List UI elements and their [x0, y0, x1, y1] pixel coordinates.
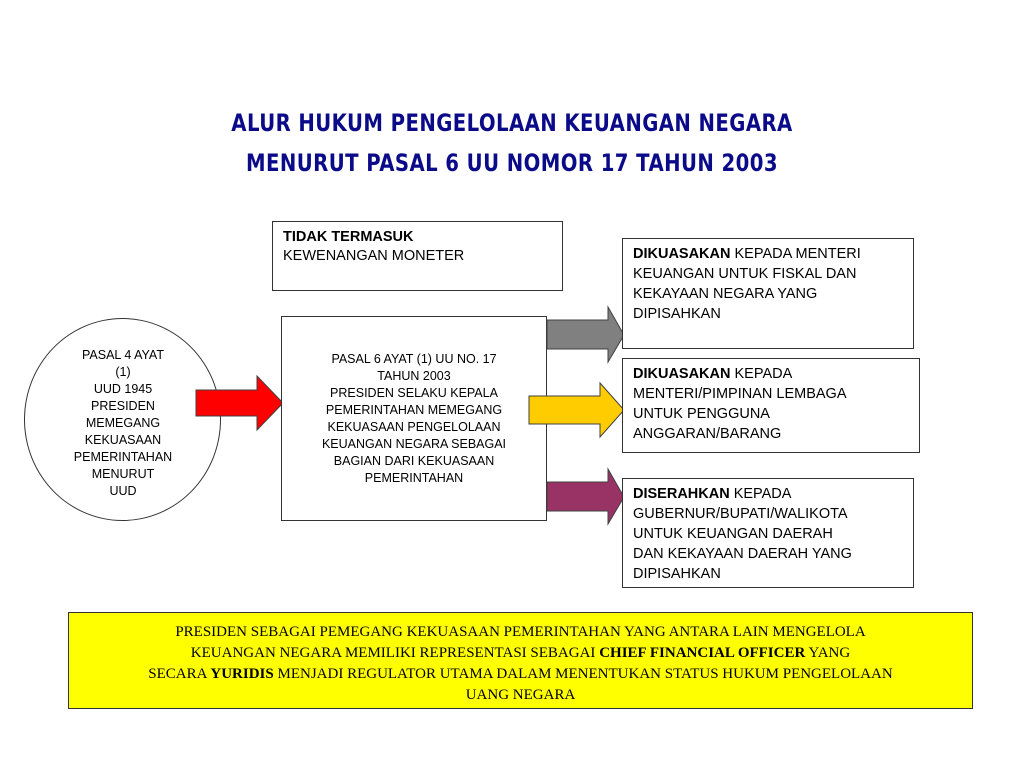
box-not-included-bold: TIDAK TERMASUK: [283, 229, 414, 245]
ellipse-line: UUD: [109, 484, 137, 498]
ellipse-line: PASAL 4 AYAT: [82, 348, 164, 362]
box-r1-line: KEUANGAN UNTUK FISKAL DAN: [633, 266, 857, 282]
center-line: PASAL 6 AYAT (1) UU NO. 17: [331, 352, 497, 366]
box-r3-bold: DISERAHKAN: [633, 486, 730, 502]
ellipse-uud-1945: [24, 318, 221, 521]
title-line-1: ALUR HUKUM PENGELOLAAN KEUANGAN NEGARA: [231, 109, 793, 137]
summary-cfo-bold: CHIEF FINANCIAL OFFICER: [599, 645, 806, 661]
ellipse-line: PEMERINTAHAN: [73, 450, 173, 464]
title-line-2: MENURUT PASAL 6 UU NOMOR 17 TAHUN 2003: [246, 149, 778, 177]
center-line: TAHUN 2003: [377, 369, 451, 383]
ellipse-line: (1): [115, 365, 131, 379]
gray-arrow: [546, 306, 626, 364]
ellipse-line: UUD 1945: [93, 382, 153, 396]
ellipse-line: PRESIDEN: [91, 399, 155, 413]
box-r3-line: DIPISAHKAN: [633, 566, 721, 582]
center-line: BAGIAN DARI KEKUASAAN: [333, 454, 495, 468]
box-r3-first-line: [633, 484, 903, 504]
box-gubernur-bupati-walikota: [622, 478, 914, 588]
summary-line-3: [79, 664, 962, 685]
box-r2-line: UNTUK PENGGUNA: [633, 406, 770, 422]
box-r2-line: ANGGARAN/BARANG: [633, 426, 782, 442]
box-pasal-6: [281, 316, 547, 521]
box-r3-first-rest: KEPADA: [729, 486, 792, 502]
center-line: KEUANGAN NEGARA SEBAGAI: [321, 437, 507, 451]
box-r3-line: DAN KEKAYAAN DAERAH YANG: [633, 546, 852, 562]
summary-note-box: [68, 612, 973, 709]
ellipse-line: MEMEGANG: [85, 416, 161, 430]
box-menteri-keuangan: [622, 238, 914, 349]
gray-arrow-shape: [547, 307, 624, 362]
maroon-arrow-shape: [547, 469, 624, 524]
center-line: PEMERINTAHAN MEMEGANG: [325, 403, 503, 417]
ellipse-line: MENURUT: [91, 467, 155, 481]
center-line: PRESIDEN SELAKU KEPALA: [330, 386, 498, 400]
summary-line-2a: KEUANGAN NEGARA MEMILIKI REPRESENTASI SEBAGAI: [190, 645, 600, 661]
box-r2-bold: DIKUASAKAN: [633, 366, 731, 382]
summary-line-3a: SECARA: [148, 666, 211, 682]
summary-line-2b: YANG: [805, 645, 851, 661]
yellow-arrow: [528, 382, 626, 438]
box-r3-line: GUBERNUR/BUPATI/WALIKOTA: [633, 506, 848, 522]
summary-line-1: PRESIDEN SEBAGAI PEMEGANG KEKUASAAN PEMERINTAHAN YANG ANTARA LAIN MENGELOLA: [175, 624, 866, 640]
red-arrow-shape: [196, 376, 283, 430]
yellow-arrow-shape: [529, 383, 624, 437]
red-arrow: [195, 375, 285, 431]
box-r2-line: MENTERI/PIMPINAN LEMBAGA: [633, 386, 847, 402]
maroon-arrow: [546, 468, 626, 526]
summary-line-2: [79, 643, 962, 664]
ellipse-line: KEKUASAAN: [84, 433, 162, 447]
center-line: PEMERINTAHAN: [364, 471, 464, 485]
box-r1-line: DIPISAHKAN: [633, 306, 721, 322]
ellipse-text: [45, 347, 201, 500]
box-r2-first-line: [633, 364, 909, 384]
center-line: KEKUASAAN PENGELOLAAN: [327, 420, 501, 434]
box-menteri-pimpinan-lembaga: [622, 358, 920, 453]
box-r1-first-line: [633, 244, 903, 264]
box-not-included-text: KEWENANGAN MONETER: [283, 248, 465, 264]
box-r1-line: KEKAYAAN NEGARA YANG: [633, 286, 818, 302]
summary-line-4: UANG NEGARA: [465, 687, 576, 703]
summary-yuridis-bold: YURIDIS: [210, 666, 274, 682]
diagram-title: [92, 103, 932, 183]
box-r3-line: UNTUK KEUANGAN DAERAH: [633, 526, 833, 542]
box-r2-first-rest: KEPADA: [730, 366, 793, 382]
box-r1-bold: DIKUASAKAN: [633, 246, 731, 262]
summary-line-3b: MENJADI REGULATOR UTAMA DALAM MENENTUKAN STATUS HUKUM PENGELOLAAN: [273, 666, 893, 682]
box-not-included-monetary: [272, 221, 563, 291]
box-r1-first-rest: KEPADA MENTERI: [730, 246, 861, 262]
